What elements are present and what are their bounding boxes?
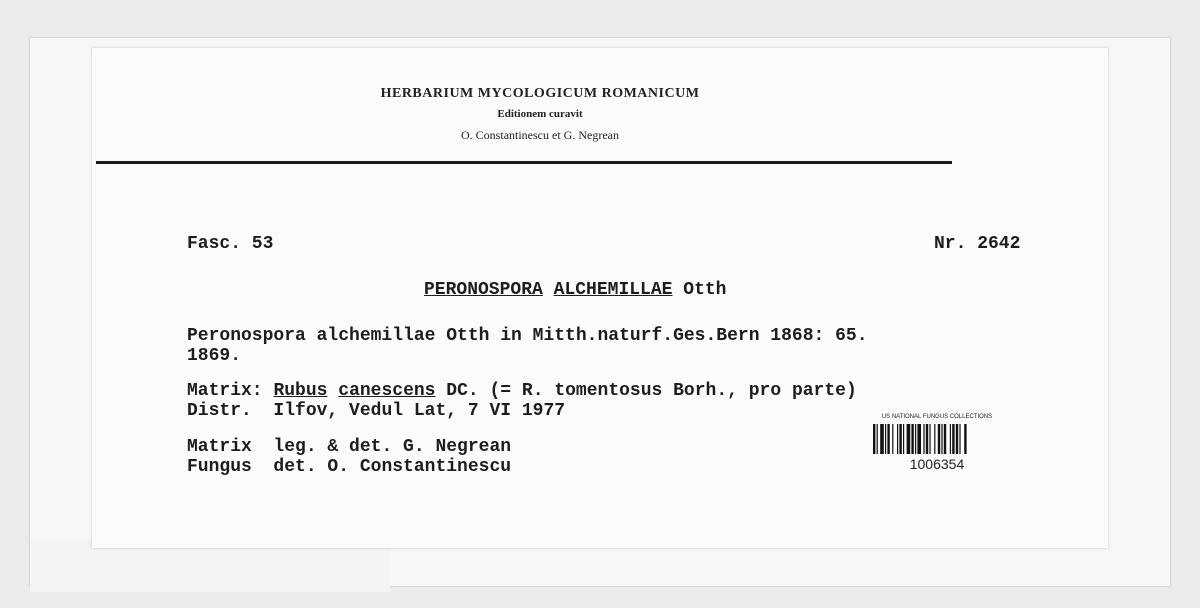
barcode-number: 1006354	[909, 456, 965, 472]
label-header	[330, 84, 750, 146]
species-author: Otth	[683, 280, 727, 300]
distr-value: Ilfov, Vedul Lat, 7 VI 1977	[273, 401, 566, 421]
collector-value: leg. & det. G. Negrean	[273, 437, 512, 457]
species-genus: PERONOSPORA	[424, 280, 543, 300]
host-epithet: canescens	[338, 381, 436, 401]
exsiccata-number: Nr. 2642	[934, 234, 1021, 254]
fascicle-number: Fasc. 53	[187, 234, 274, 254]
determiner-line	[187, 457, 511, 477]
species-name	[424, 280, 727, 300]
herbarium-editors: O. Constantinescu et G. Negrean	[461, 128, 619, 142]
header-divider	[96, 161, 952, 164]
collector-line	[187, 437, 511, 457]
determiner-label: Fungus	[187, 457, 252, 477]
matrix-label: Matrix:	[187, 381, 263, 401]
matrix-line	[187, 381, 857, 401]
herbarium-subtitle: Editionem curavit	[497, 108, 583, 120]
citation-line-1: Peronospora alchemillae Otth in Mitth.naturf.Ges.Bern 1868: 65.	[187, 326, 868, 346]
barcode-caption: US NATIONAL FUNGUS COLLECTIONS	[881, 414, 993, 420]
barcode-label	[862, 413, 1012, 472]
herbarium-title: HERBARIUM MYCOLOGICUM ROMANICUM	[380, 86, 700, 101]
distribution-line	[187, 401, 565, 421]
citation-line-2: 1869.	[187, 346, 242, 366]
host-genus: Rubus	[273, 381, 328, 401]
distr-label: Distr.	[187, 401, 252, 421]
barcode-icon	[871, 424, 1003, 454]
host-rest: DC. (= R. tomentosus Borh., pro parte)	[446, 381, 857, 401]
determiner-value: det. O. Constantinescu	[273, 457, 512, 477]
collector-label: Matrix	[187, 437, 252, 457]
species-epithet: ALCHEMILLAE	[553, 280, 673, 300]
